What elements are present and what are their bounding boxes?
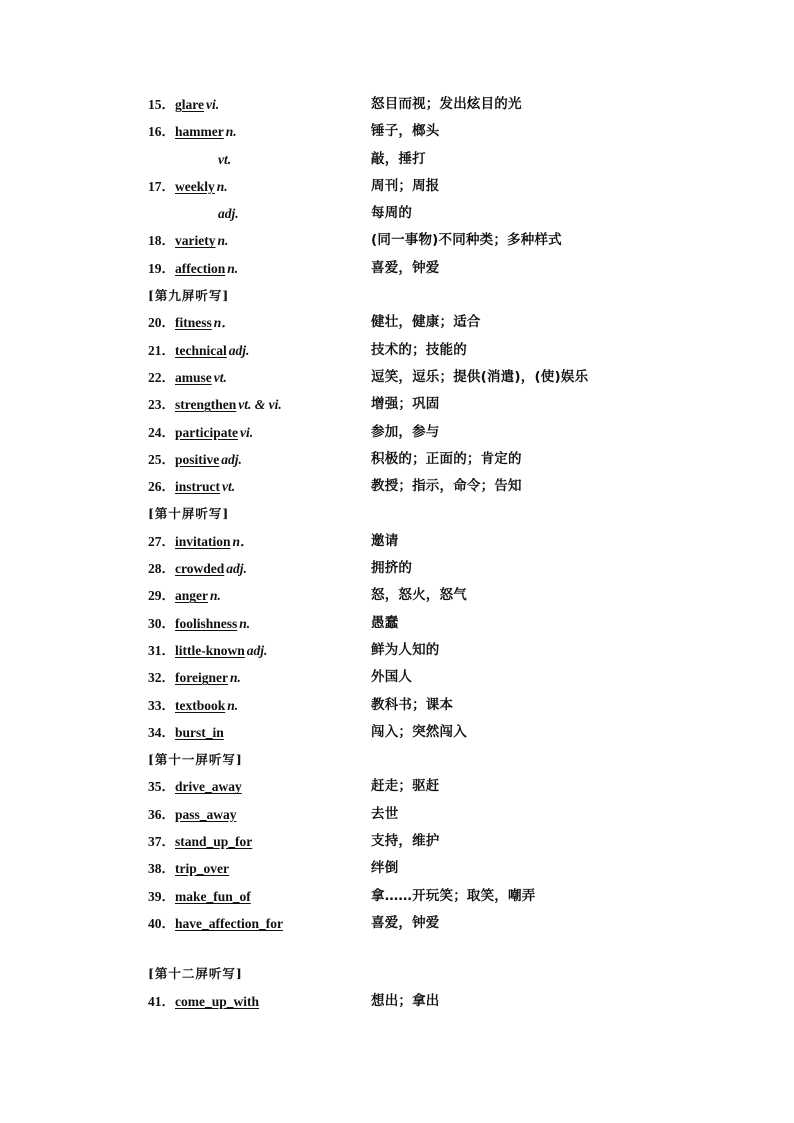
entry-number: 41． <box>148 993 175 1009</box>
vocab-word: come_up_with <box>175 993 259 1009</box>
part-of-speech: n. <box>217 233 229 249</box>
part-of-speech: vi. <box>206 97 220 112</box>
vocab-word: anger <box>175 588 208 604</box>
vocab-entry <box>0 446 794 473</box>
vocab-english <box>148 255 238 282</box>
vocab-word: foolishness <box>175 615 238 631</box>
vocab-english <box>148 855 229 882</box>
vocab-entry <box>0 828 794 855</box>
vocab-entry <box>0 773 794 800</box>
entry-number: 25． <box>148 451 175 467</box>
chinese-definition: 喜爱，钟爱 <box>371 914 440 931</box>
entry-number: 24． <box>148 424 175 440</box>
vocab-word: affection <box>175 260 226 276</box>
vocab-english <box>148 419 253 446</box>
entry-number: 16． <box>148 124 175 140</box>
vocab-english <box>148 364 227 391</box>
vocab-word: stand_up_for <box>175 834 253 850</box>
vocab-word: textbook <box>175 697 226 713</box>
chinese-definition: 逗笑，逗乐；提供(消遣)，(使)娱乐 <box>371 368 589 385</box>
vocab-entry <box>0 692 794 719</box>
vocab-entry <box>0 555 794 582</box>
chinese-definition: 闯入；突然闯入 <box>371 723 467 740</box>
vocab-english <box>148 610 250 637</box>
part-of-speech: n． <box>213 315 235 331</box>
entry-number: 30． <box>148 615 175 631</box>
section-heading-text: [第十屏听写] <box>148 506 230 522</box>
vocab-word: pass_away <box>175 806 237 822</box>
part-of-speech: n. <box>227 697 239 713</box>
vocab-english <box>148 582 221 609</box>
part-of-speech: adj. <box>218 206 239 222</box>
vocab-word: variety <box>175 233 216 249</box>
vocab-sub-entry <box>0 146 794 173</box>
part-of-speech: n. <box>225 124 237 140</box>
chinese-definition: 怒目而视；发出炫目的光 <box>371 96 522 112</box>
vocab-word: trip_over <box>175 861 229 877</box>
section-heading-text: [第十一屏听写] <box>148 752 243 768</box>
vocab-entry <box>0 419 794 446</box>
vocab-entry <box>0 528 794 555</box>
entry-number: 32． <box>148 670 175 686</box>
part-of-speech: vt. & vi. <box>238 397 282 413</box>
vocab-english <box>148 118 237 145</box>
chinese-definition: 邀请 <box>371 532 399 549</box>
chinese-definition: 锤子，榔头 <box>371 123 440 140</box>
part-of-speech: n. <box>216 178 228 194</box>
entry-number: 21． <box>148 342 175 358</box>
vocab-word: hammer <box>175 124 224 140</box>
vocab-english <box>148 227 228 254</box>
chinese-definition: 周刊；周报 <box>371 177 440 194</box>
vocab-english <box>148 528 254 555</box>
vocab-entry <box>0 118 794 145</box>
chinese-definition: 积极的；正面的；肯定的 <box>371 450 522 467</box>
chinese-definition: 拿……开玩笑；取笑，嘲弄 <box>371 887 536 904</box>
vocab-entry <box>0 910 794 937</box>
vocab-word: make_fun_of <box>175 888 251 904</box>
part-of-speech: vi. <box>240 424 254 440</box>
entry-number: 33． <box>148 697 175 713</box>
chinese-definition: 外国人 <box>371 669 413 686</box>
entry-number: 38． <box>148 861 175 877</box>
chinese-definition: 去世 <box>371 805 399 822</box>
vocab-word: fitness <box>175 315 212 331</box>
chinese-definition: 支持，维护 <box>371 833 440 850</box>
entry-number: 22． <box>148 369 175 385</box>
chinese-definition: 怒，怒火，怒气 <box>371 587 467 604</box>
vocab-entry <box>0 173 794 200</box>
section-heading <box>0 960 794 987</box>
section-heading-text: [第九屏听写] <box>148 288 230 304</box>
vocab-english <box>148 391 282 418</box>
chinese-definition: 敲，捶打 <box>371 150 426 167</box>
vocab-entry <box>0 364 794 391</box>
entry-number: 29． <box>148 588 175 604</box>
vocab-entry <box>0 391 794 418</box>
vocab-english <box>148 337 249 364</box>
entry-number: 23． <box>148 397 175 413</box>
vocab-entry <box>0 883 794 910</box>
chinese-definition: 拥挤的 <box>371 560 413 577</box>
vocab-sub-entry <box>0 200 794 227</box>
entry-number: 17． <box>148 178 175 194</box>
vocab-word: foreigner <box>175 670 228 686</box>
part-of-speech: vt. <box>222 479 236 495</box>
vocab-entry <box>0 309 794 336</box>
vocab-word: instruct <box>175 479 220 495</box>
vocab-english <box>148 555 247 582</box>
chinese-definition: 每周的 <box>371 205 413 222</box>
vocab-entry <box>0 473 794 500</box>
vocab-entry <box>0 610 794 637</box>
section-heading-text: [第十二屏听写] <box>148 966 243 982</box>
vocab-word: little-known <box>175 642 245 658</box>
vocabulary-list <box>0 91 794 1015</box>
entry-number: 26． <box>148 479 175 495</box>
entry-number: 34． <box>148 724 175 740</box>
vocab-word: weekly <box>175 178 215 194</box>
entry-number: 19． <box>148 260 175 276</box>
entry-number: 40． <box>148 915 175 931</box>
vocab-word: glare <box>175 97 204 112</box>
vocab-word: amuse <box>175 369 212 385</box>
entry-number: 31． <box>148 642 175 658</box>
vocab-word: technical <box>175 342 227 358</box>
vocab-entry <box>0 855 794 882</box>
chinese-definition: 喜爱，钟爱 <box>371 259 440 276</box>
part-of-speech: vt. <box>218 151 232 167</box>
part-of-speech: adj. <box>246 642 268 658</box>
vocab-entry <box>0 337 794 364</box>
entry-number: 37． <box>148 834 175 850</box>
entry-number: 36． <box>148 806 175 822</box>
chinese-definition: 技术的；技能的 <box>371 341 467 358</box>
vocab-entry <box>0 255 794 282</box>
vocab-word: drive_away <box>175 779 242 795</box>
vocab-word: invitation <box>175 533 231 549</box>
entry-number: 27． <box>148 533 175 549</box>
vocab-english <box>148 91 219 118</box>
vocab-entry <box>0 719 794 746</box>
part-of-speech: adj. <box>228 342 250 358</box>
chinese-definition: 赶走；驱赶 <box>371 778 440 795</box>
vocab-english <box>148 664 241 691</box>
chinese-definition: 愚蠢 <box>371 614 399 631</box>
section-heading <box>0 282 794 309</box>
vocab-entry <box>0 801 794 828</box>
part-of-speech: n. <box>239 615 251 631</box>
entry-number: 15． <box>148 97 175 112</box>
chinese-definition: 参加，参与 <box>371 423 440 440</box>
vocab-english <box>148 473 235 500</box>
part-of-speech: n． <box>232 533 254 549</box>
vocab-word: have_affection_for <box>175 915 283 931</box>
vocab-entry <box>0 91 794 118</box>
chinese-definition: 绊倒 <box>371 860 399 877</box>
chinese-definition: 想出；拿出 <box>371 992 440 1009</box>
chinese-definition: 教科书；课本 <box>371 696 454 713</box>
vocab-word: burst_in <box>175 724 224 740</box>
vocab-entry <box>0 988 794 1015</box>
vocab-word: participate <box>175 424 238 440</box>
part-of-speech: n. <box>227 260 239 276</box>
vocab-english <box>148 910 283 937</box>
part-of-speech: n. <box>210 588 221 604</box>
chinese-definition: 鲜为人知的 <box>371 641 440 658</box>
chinese-definition: 增强；巩固 <box>371 396 440 413</box>
vocab-word: crowded <box>175 561 225 577</box>
vocab-entry <box>0 664 794 691</box>
part-of-speech: n. <box>229 670 241 686</box>
entry-number: 28． <box>148 561 175 577</box>
chinese-definition: 教授；指示，命令；告知 <box>371 478 522 495</box>
vocab-english <box>148 309 235 336</box>
section-heading <box>0 500 794 527</box>
vocab-english <box>148 828 252 855</box>
vocab-english <box>148 988 259 1015</box>
vocab-entry <box>0 637 794 664</box>
vocab-entry <box>0 582 794 609</box>
entry-number: 35． <box>148 779 175 795</box>
vocab-english <box>148 446 242 473</box>
vocab-english <box>148 637 267 664</box>
part-of-speech: adj. <box>226 561 247 577</box>
section-heading <box>0 746 794 773</box>
vocab-english <box>148 801 237 828</box>
vocab-word: positive <box>175 451 220 467</box>
vocab-english <box>148 883 251 910</box>
part-of-speech: adj. <box>221 451 242 467</box>
entry-number: 39． <box>148 888 175 904</box>
entry-number: 18． <box>148 233 175 249</box>
vocab-word: strengthen <box>175 397 237 413</box>
vocab-english <box>148 773 242 800</box>
entry-number: 20． <box>148 315 175 331</box>
chinese-definition: (同一事物)不同种类；多种样式 <box>371 232 562 249</box>
vocab-entry <box>0 227 794 254</box>
vocab-english <box>148 173 228 200</box>
vocab-english <box>148 692 238 719</box>
chinese-definition: 健壮，健康；适合 <box>371 314 481 331</box>
vocab-english <box>148 719 224 746</box>
part-of-speech: vt. <box>213 369 227 385</box>
